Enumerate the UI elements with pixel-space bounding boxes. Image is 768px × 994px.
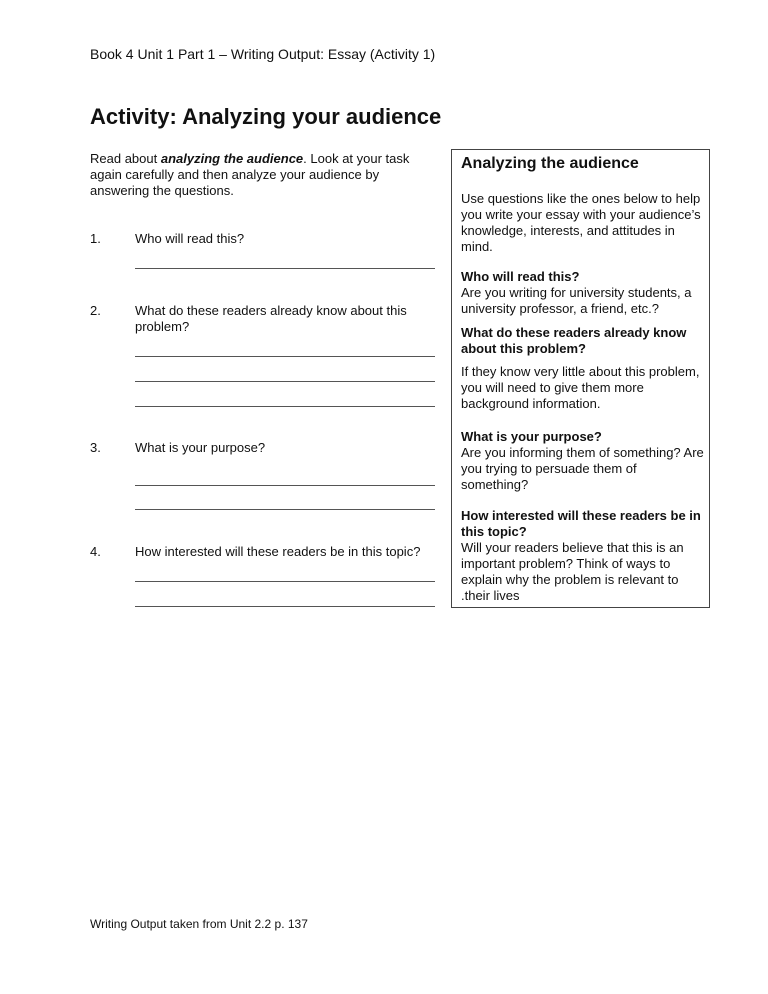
answer-line[interactable] bbox=[135, 485, 435, 486]
question-number: 3. bbox=[90, 440, 101, 455]
question-number: 1. bbox=[90, 231, 101, 246]
box-body: Are you informing them of something? Are you trying to persuade them of something? bbox=[461, 445, 704, 492]
audience-info-box bbox=[451, 149, 710, 608]
question-text: How interested will these readers be in this topic? bbox=[135, 544, 421, 559]
answer-line[interactable] bbox=[135, 509, 435, 510]
page-header: Book 4 Unit 1 Part 1 – Writing Output: Essay (Activity 1) bbox=[90, 46, 436, 62]
answer-line[interactable] bbox=[135, 606, 435, 607]
intro-text-pre: Read about bbox=[90, 151, 161, 166]
answer-line[interactable] bbox=[135, 406, 435, 407]
question-text: Who will read this? bbox=[135, 231, 245, 246]
box-body: Will your readers believe that this is an important problem? Think of ways to explain why the problem is relevant to .their lives bbox=[461, 540, 684, 603]
box-heading: How interested will these readers be in this topic? bbox=[461, 508, 701, 539]
box-body: If they know very little about this problem, you will need to give them more background information. bbox=[461, 364, 700, 411]
answer-line[interactable] bbox=[135, 581, 435, 582]
question-text: What do these readers already know about this problem? bbox=[135, 303, 407, 334]
box-body: Are you writing for university students, a university professor, a friend, etc.? bbox=[461, 285, 692, 316]
question-number: 4. bbox=[90, 544, 101, 559]
intro-emphasis: analyzing the audience bbox=[160, 151, 304, 166]
box-heading: Who will read this? bbox=[461, 269, 580, 284]
answer-line[interactable] bbox=[135, 381, 435, 382]
question-text: What is your purpose? bbox=[135, 440, 266, 455]
box-heading: What do these readers already know about this problem? bbox=[461, 325, 687, 356]
answer-line[interactable] bbox=[135, 356, 435, 357]
question-number: 2. bbox=[90, 303, 101, 318]
box-heading: What is your purpose? bbox=[461, 429, 602, 444]
page-footer: Writing Output taken from Unit 2.2 p. 137 bbox=[90, 917, 308, 931]
box-intro: Use questions like the ones below to help you write your essay with your audience’s knowledge, interests, and attitudes in mind. bbox=[461, 191, 701, 254]
answer-line[interactable] bbox=[135, 268, 435, 269]
box-title: Analyzing the audience bbox=[461, 155, 639, 172]
intro-text-post: . Look at your task again carefully and then analyze your audience by answering the questions. bbox=[90, 151, 410, 198]
activity-title: Activity: Analyzing your audience bbox=[90, 104, 442, 129]
intro-paragraph bbox=[90, 151, 440, 199]
